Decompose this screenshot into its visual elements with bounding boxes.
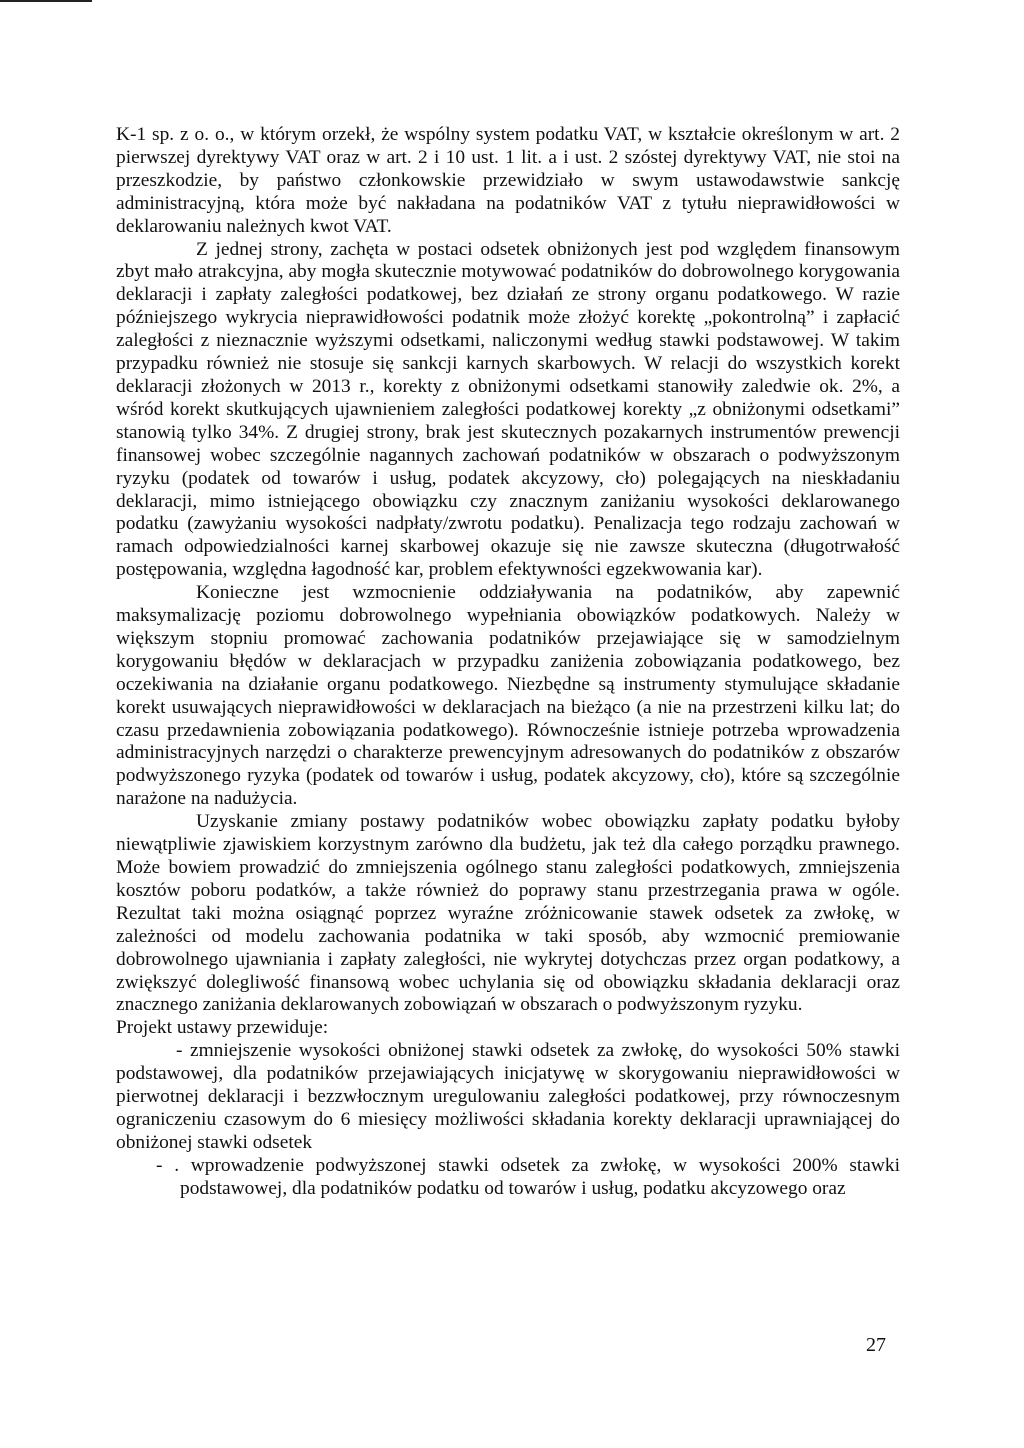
paragraph-strengthening: Konieczne jest wzmocnienie oddziaływania na podatników, aby zapewnić maksymalizację poziomu dobrowolnego wypełniania obowiązków podatkowych. Należy w większym stopniu promować zachowania podatników przejawiające się w samodzielnym korygowaniu błędów w deklaracjach w przypadku zaniżenia zobowiązania podatkowego, bez oczekiwania na działanie organu podatkowego. Niezbędne są instrumenty stymulujące składanie korekt usuwających nieprawidłowości w deklaracjach na bieżąco (a nie na przestrzeni kilku lat; do czasu przedawnienia zobowiązania podatkowego). Równocześnie istnieje potrzeba wprowadzenia administracyjnych narzędzi o charakterze prewencyjnym adresowanych do podatników z obszarów podwyższonego ryzyka (podatek od towarów i usług, podatek akcyzowy, cło), które są szczególnie narażone na nadużycia.: [116, 582, 900, 810]
paragraph-attitude-change: Uzyskanie zmiany postawy podatników wobec obowiązku zapłaty podatku byłoby niewątpliwie zjawiskiem korzystnym zarówno dla budżetu, jak też dla całego porządku prawnego. Może bowiem prowadzić do zmniejszenia ogólnego stanu zaległości podatkowych, zmniejszenia kosztów poboru podatków, a także również do poprawy stanu przestrzegania prawa w ogóle. Rezultat taki można osiągnąć poprzez wyraźne zróżnicowanie stawek odsetek za zwłokę, w zależności od modelu zachowania podatnika w taki sposób, aby wzmocnić premiowanie dobrowolnego ujawniania i zapłaty zaległości, nie wykrytej dotychczas przez organ podatkowy, a zwiększyć dolegliwość finansową wobec uchylania się od obowiązku składania deklaracji oraz znacznego zaniżania deklarowanych zobowiązań w obszarach o podwyższonym ryzyku.: [116, 811, 900, 1016]
scan-edge-mark: [0, 0, 92, 2]
paragraph-incentive: Z jednej strony, zachęta w postaci odsetek obniżonych jest pod względem finansowym zbyt mało atrakcyjna, aby mogła skutecznie motywować podatników do dobrowolnego korygowania deklaracji i zapłaty zaległości podatkowej, bez działań ze strony organu podatkowego. W razie późniejszego wykrycia nieprawidłowości podatnik może złożyć korektę „pokontrolną” i zapłacić zaległości z nieznacznie wyższymi odsetkami, naliczonymi według stawki podstawowej. W takim przypadku również nie stosuje się sankcji karnych skarbowych. W relacji do wszystkich korekt deklaracji złożonych w 2013 r., korekty z obniżonymi odsetkami stanowiły zaledwie ok. 2%, a wśród korekt skutkujących ujawnieniem zaległości podatkowej korekty „z obniżonymi odsetkami” stanowią tylko 34%. Z drugiej strony, brak jest skutecznych pozakarnych instrumentów prewencji finansowej wobec szczególnie nagannych zachowań podatników w obszarach o podwyższonym ryzyku (podatek od towarów i usług, podatek akcyzowy, cło) polegających na nieskładaniu deklaracji, mimo istniejącego obowiązku czy znacznym zaniżaniu wysokości deklarowanego podatku (zawyżaniu wysokości nadpłaty/zwrotu podatku). Penalizacja tego rodzaju zachowań w ramach odpowiedzialności karnej skarbowej okazuje się nie zawsze skuteczna (długotrwałość postępowania, względna łagodność kar, problem efektywności egzekwowania kar).: [116, 238, 900, 581]
page-number: 27: [866, 1334, 886, 1356]
paragraph-project-intro: Projekt ustawy przewiduje:: [116, 1017, 329, 1039]
list-item: - . wprowadzenie podwyższonej stawki odsetek za zwłokę, w wysokości 200% stawki podstawowej, dla podatników podatku od towarów i usług, podatku akcyzowego oraz: [156, 1154, 900, 1199]
provisions-list: [116, 1040, 900, 1200]
document-body: [116, 124, 900, 1201]
paragraph-intro: K-1 sp. z o. o., w którym orzekł, że wspólny system podatku VAT, w kształcie określonym w art. 2 pierwszej dyrektywy VAT oraz w art. 2 i 10 ust. 1 lit. a i ust. 2 szóstej dyrektywy VAT, nie stoi na przeszkodzie, by państwo członkowskie przewidziało w swym ustawodawstwie sankcję administracyjną, która może być nakładana na podatników VAT z tytułu nieprawidłowości w deklarowaniu należnych kwot VAT.: [116, 124, 900, 237]
list-item: - zmniejszenie wysokości obniżonej stawki odsetek za zwłokę, do wysokości 50% stawki podstawowej, dla podatników przejawiających inicjatywę w skorygowaniu nieprawidłowości w pierwotnej deklaracji i bezzwłocznym uregulowaniu zaległości podatkowej, przy równoczesnym ograniczeniu czasowym do 6 miesięcy możliwości składania korekty deklaracji uprawniającej do obniżonej stawki odsetek: [116, 1040, 900, 1153]
